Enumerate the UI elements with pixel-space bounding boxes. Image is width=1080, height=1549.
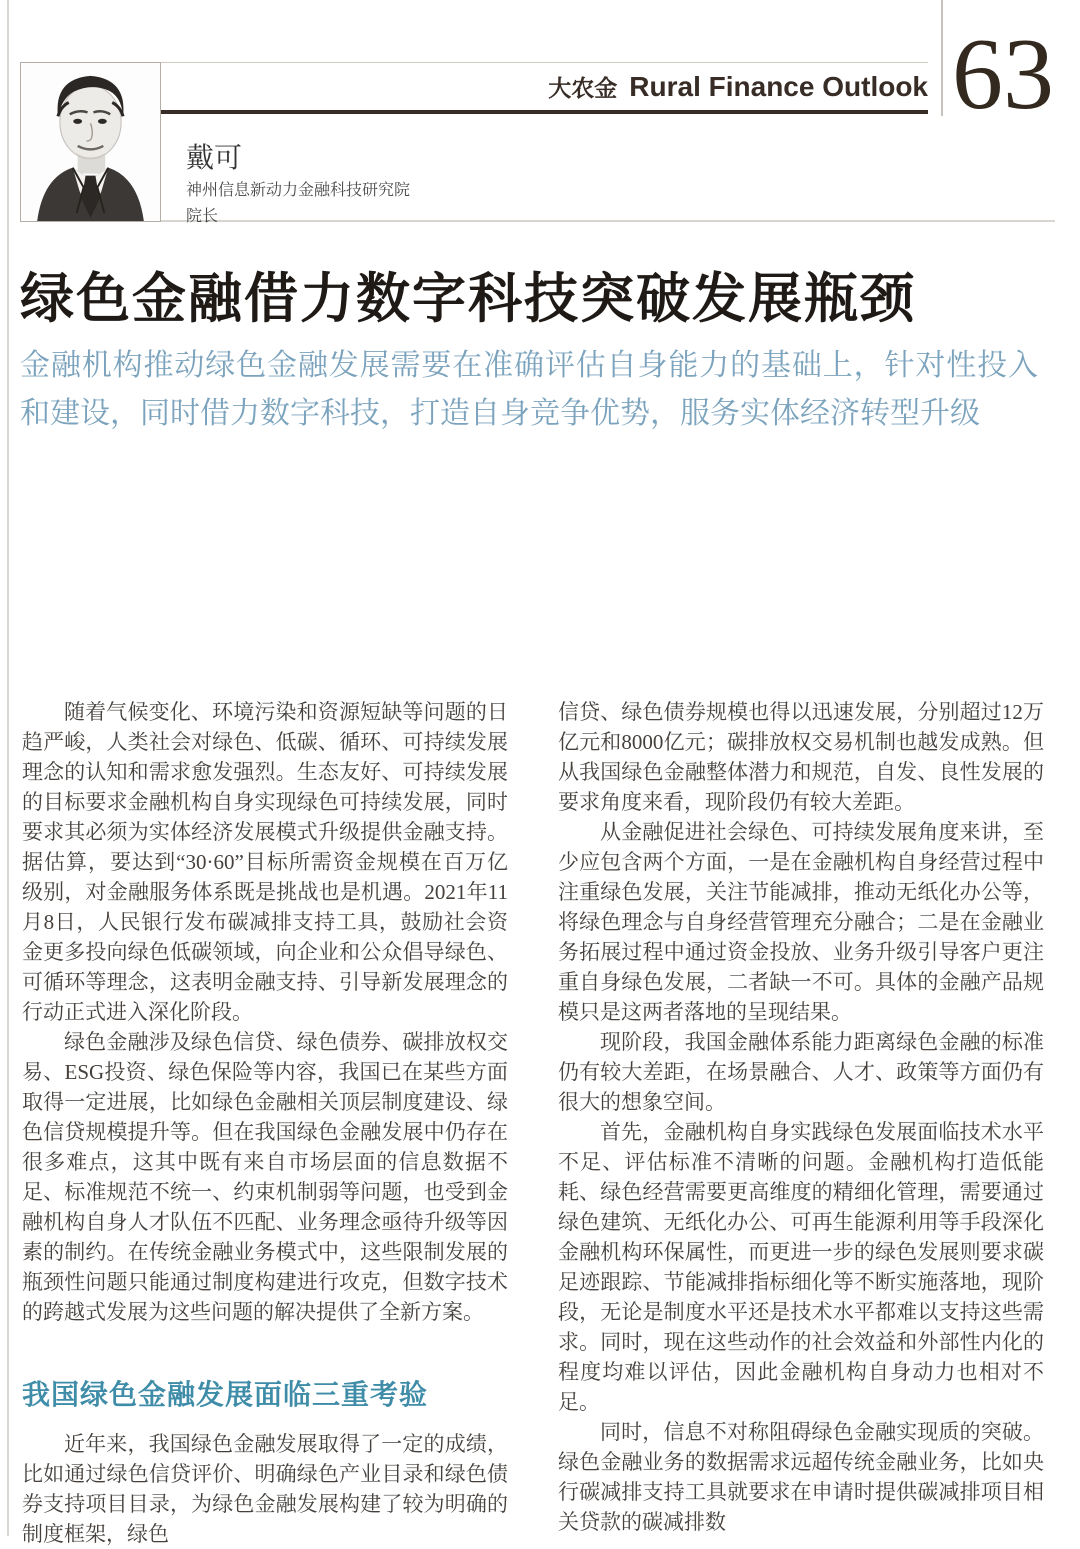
section-heading: 我国绿色金融发展面临三重考验 xyxy=(22,1379,429,1410)
journal-brand-chinese: 大农金 xyxy=(548,75,618,101)
paragraph: 从金融促进社会绿色、可持续发展角度来讲，至少应包含两个方面，一是在金融机构自身经营过程中注重绿色发展，关注节能减排，推动无纸化办公等，将绿色理念与自身经营管理充分融合；二是在金融业务拓展过程中通过资金投放、业务升级引导客户更注重自身绿色发展，二者缺一不可。具体的金融产品规模只是这两者落地的呈现结果。 xyxy=(558,820,1044,1024)
header-bottom-rule xyxy=(20,220,1055,222)
author-name: 戴可 xyxy=(186,142,243,173)
author-portrait-sketch xyxy=(21,63,160,221)
paragraph: 同时，信息不对称阻碍绿色金融实现质的突破。绿色金融业务的数据需求远超传统金融业务，比如央行碳减排支持工具就要求在申请时提供碳减排项目相关贷款的碳减排数 xyxy=(558,1420,1044,1534)
header-thick-rule xyxy=(160,110,928,114)
journal-brand-english: Rural Finance Outlook xyxy=(629,71,928,102)
paragraph: 首先，金融机构自身实践绿色发展面临技术水平不足、评估标准不清晰的问题。金融机构打造低能耗、绿色经营需要更高维度的精细化管理，需要通过绿色建筑、无纸化办公、可再生能源利用等手段深化金融机构环保属性，而更进一步的绿色发展则要求碳足迹跟踪、节能减排指标细化等不断实施落地，现阶段，无论是制度水平还是技术水平都难以支持这些需求。同时，现在这些动作的社会效益和外部性内化的程度均难以评估，因此金融机构自身动力也相对不足。 xyxy=(558,1120,1044,1414)
article-subtitle: 金融机构推动绿色金融发展需要在准确评估自身能力的基础上，针对性投入和建设，同时借力数字科技，打造自身竞争优势，服务实体经济转型升级 xyxy=(20,349,1038,430)
author-affiliation-block xyxy=(186,178,410,230)
header-vertical-divider xyxy=(941,0,943,116)
paragraph: 随着气候变化、环境污染和资源短缺等问题的日趋严峻，人类社会对绿色、低碳、循环、可持续发展理念的认知和需求愈发强烈。生态友好、可持续发展的目标要求金融机构自身实现绿色可持续发展，同时要求其必须为实体经济发展模式升级提供金融支持。据估算，要达到“30·60”目标所需资金规模在百万亿级别，对金融服务体系既是挑战也是机遇。2021年11月8日，人民银行发布碳减排支持工具，鼓励社会资金更多投向绿色低碳领域，向企业和公众倡导绿色、可循环等理念，这表明金融支持、引导新发展理念的行动正式进入深化阶段。 xyxy=(22,700,508,1024)
author-photo xyxy=(20,62,161,222)
paragraph: 绿色金融涉及绿色信贷、绿色债券、碳排放权交易、ESG投资、绿色保险等内容，我国已在某些方面取得一定进展，比如绿色金融相关顶层制度建设、绿色信贷规模提升等。但在我国绿色金融发展中仍存在很多难点，这其中既有来自市场层面的信息数据不足、标准规范不统一、约束机制弱等问题，也受到金融机构自身人才队伍不匹配、业务理念亟待升级等因素的制约。在传统金融业务模式中，这些限制发展的瓶颈性问题只能通过制度构建进行攻克，但数字技术的跨越式发展为这些问题的解决提供了全新方案。 xyxy=(22,1030,508,1324)
journal-brand xyxy=(548,70,928,103)
page-number: 63 xyxy=(952,18,1054,131)
article-title: 绿色金融借力数字科技突破发展瓶颈 xyxy=(20,269,916,329)
body-column-left xyxy=(22,697,508,1549)
paragraph: 现阶段，我国金融体系能力距离绿色金融的标准仍有较大差距，在场景融合、人才、政策等方面仍有很大的想象空间。 xyxy=(558,1030,1044,1114)
page-edge-line xyxy=(7,0,9,1536)
author-job-title: 院长 xyxy=(186,208,219,225)
paragraph: 信贷、绿色债券规模也得以迅速发展，分别超过12万亿元和8000亿元；碳排放权交易机制也越发成熟。但从我国绿色金融整体潜力和规范，自发、良性发展的要求角度来看，现阶段仍有较大差距。 xyxy=(558,700,1044,814)
body-column-right xyxy=(558,697,1044,1537)
paragraph: 近年来，我国绿色金融发展取得了一定的成绩，比如通过绿色信贷评价、明确绿色产业目录和绿色债券支持项目目录，为绿色金融发展构建了较为明确的制度框架，绿色 xyxy=(22,1432,508,1546)
author-affiliation: 神州信息新动力金融科技研究院 xyxy=(186,182,411,199)
